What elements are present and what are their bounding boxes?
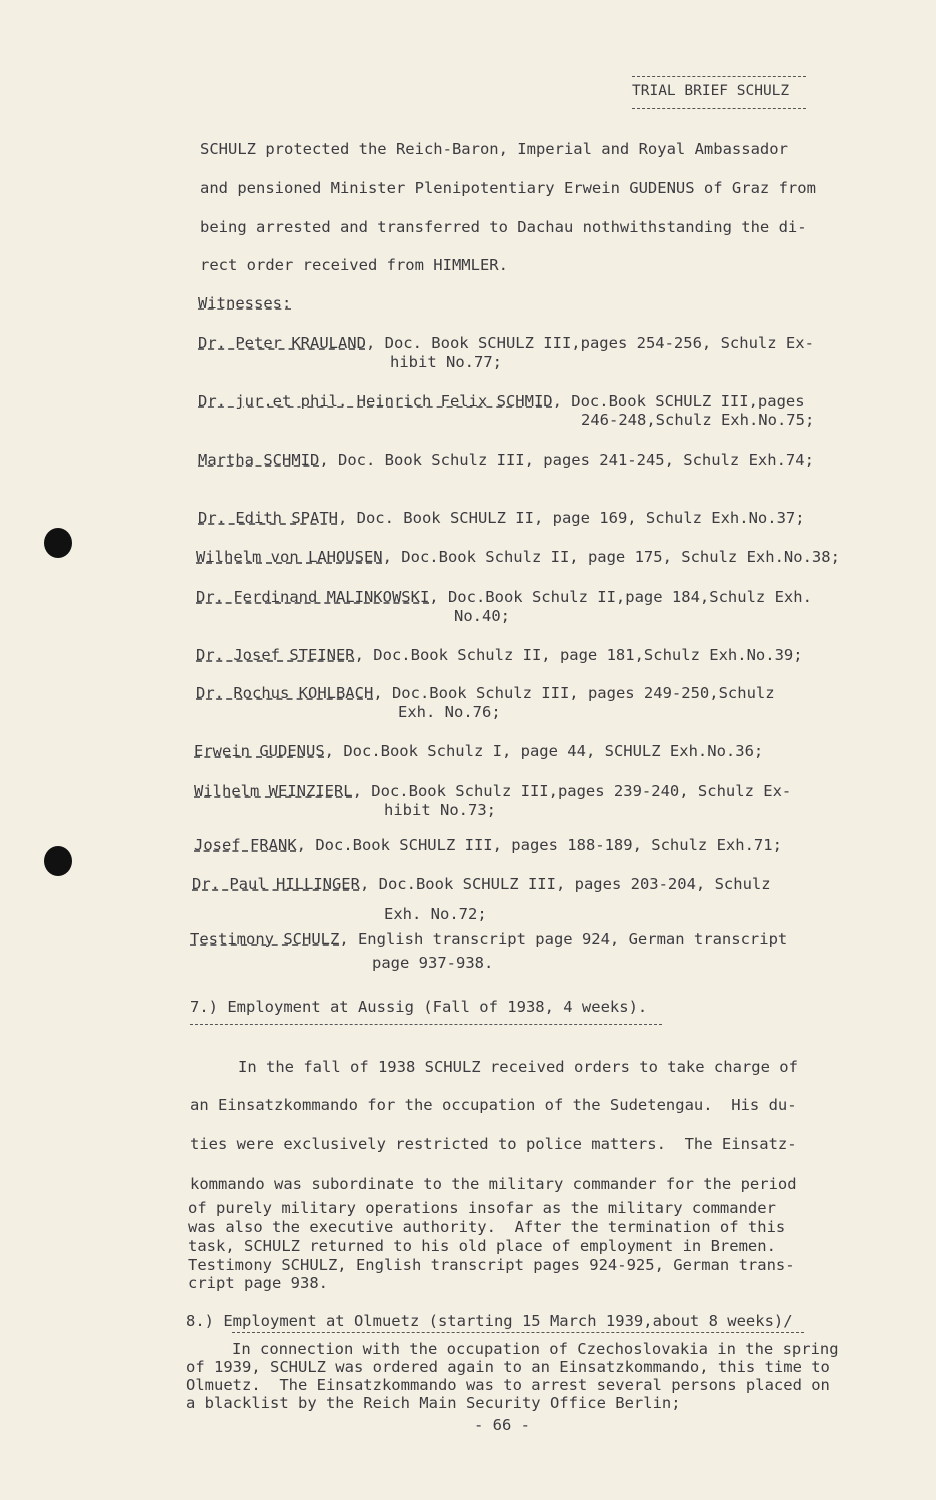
section-7-line: cript page 938. (188, 1274, 328, 1292)
witness-entry: Testimony SCHULZ, English transcript page 924, German transcript (190, 930, 788, 948)
witness-entry: Erwein GUDENUS, Doc.Book Schulz I, page 44, SCHULZ Exh.No.36; (194, 742, 764, 760)
witness-entry-continuation: hibit No.77; (390, 353, 502, 371)
section-7-underline (190, 1024, 662, 1025)
witness-entry: Wilhelm WEINZIERL, Doc.Book Schulz III,pages 239-240, Schulz Ex- (194, 782, 792, 800)
section-7-line: an Einsatzkommando for the occupation of the Sudetengau. His du- (190, 1096, 797, 1114)
punch-hole (44, 846, 72, 876)
intro-line: and pensioned Minister Plenipotentiary Erwein GUDENUS of Graz from (200, 179, 816, 197)
witness-entry-continuation: page 937-938. (372, 954, 494, 972)
intro-line: rect order received from HIMMLER. (200, 256, 508, 274)
witness-entry-continuation: Exh. No.72; (384, 905, 487, 923)
witness-entry-continuation: Exh. No.76; (398, 703, 501, 721)
witness-entry: Dr. Josef STEINER, Doc.Book Schulz II, page 181,Schulz Exh.No.39; (196, 646, 803, 664)
witness-entry: Josef FRANK, Doc.Book SCHULZ III, pages 188-189, Schulz Exh.71; (194, 836, 782, 854)
page-header-title: TRIAL BRIEF SCHULZ (632, 83, 790, 99)
section-8-underline (232, 1332, 804, 1333)
witnesses-heading: Witnesses: (198, 294, 292, 312)
section-8-line: In connection with the occupation of Czechoslovakia in the spring (232, 1340, 839, 1358)
section-7-heading: 7.) Employment at Aussig (Fall of 1938, 4 weeks). (190, 998, 648, 1016)
section-7-line: Testimony SCHULZ, English transcript pages 924-925, German trans- (188, 1256, 795, 1274)
witness-entry: Dr. Ferdinand MALINKOWSKI, Doc.Book Schulz II,page 184,Schulz Exh. (196, 588, 812, 606)
intro-line: being arrested and transferred to Dachau nothwithstanding the di- (200, 218, 807, 236)
section-7-line: ties were exclusively restricted to police matters. The Einsatz- (190, 1135, 797, 1153)
witness-entry: Wilhelm von LAHOUSEN, Doc.Book Schulz II, page 175, Schulz Exh.No.38; (196, 548, 840, 566)
section-7-line: was also the executive authority. After the termination of this (188, 1218, 786, 1236)
section-7-line: task, SCHULZ returned to his old place of employment in Bremen. (188, 1237, 776, 1255)
section-8-line: a blacklist by the Reich Main Security Office Berlin; (186, 1394, 681, 1412)
section-7-line: kommando was subordinate to the military commander for the period (190, 1175, 797, 1193)
witness-entry-continuation: 246-248,Schulz Exh.No.75; (581, 411, 815, 429)
witness-entry: Dr. Peter KRAULAND, Doc. Book SCHULZ III,pages 254-256, Schulz Ex- (198, 334, 814, 352)
section-7-line: of purely military operations insofar as the military commander (188, 1199, 776, 1217)
witness-entry: Dr. Paul HILLINGER, Doc.Book SCHULZ III, pages 203-204, Schulz (192, 875, 771, 893)
section-7-line: In the fall of 1938 SCHULZ received orders to take charge of (238, 1058, 798, 1076)
witness-entry: Martha SCHMID, Doc. Book Schulz III, pages 241-245, Schulz Exh.74; (198, 451, 814, 469)
witness-entry: Dr. Rochus KOHLBACH, Doc.Book Schulz III, pages 249-250,Schulz (196, 684, 775, 702)
witness-entry: Dr. jur.et phil. Heinrich Felix SCHMID, Doc.Book SCHULZ III,pages (198, 392, 805, 410)
header-rule-bottom (632, 108, 806, 109)
witness-entry-continuation: hibit No.73; (384, 801, 496, 819)
header-rule-top (632, 76, 806, 77)
section-8-line: Olmuetz. The Einsatzkommando was to arrest several persons placed on (186, 1376, 830, 1394)
section-8-line: of 1939, SCHULZ was ordered again to an Einsatzkommando, this time to (186, 1358, 830, 1376)
witness-entry-continuation: No.40; (454, 607, 510, 625)
witness-entry: Dr. Edith SPATH, Doc. Book SCHULZ II, page 169, Schulz Exh.No.37; (198, 509, 805, 527)
section-8-heading: 8.) Employment at Olmuetz (starting 15 March 1939,about 8 weeks)/ (186, 1312, 793, 1330)
page-number: - 66 - (474, 1416, 530, 1434)
intro-line: SCHULZ protected the Reich-Baron, Imperial and Royal Ambassador (200, 140, 788, 158)
punch-hole (44, 528, 72, 558)
